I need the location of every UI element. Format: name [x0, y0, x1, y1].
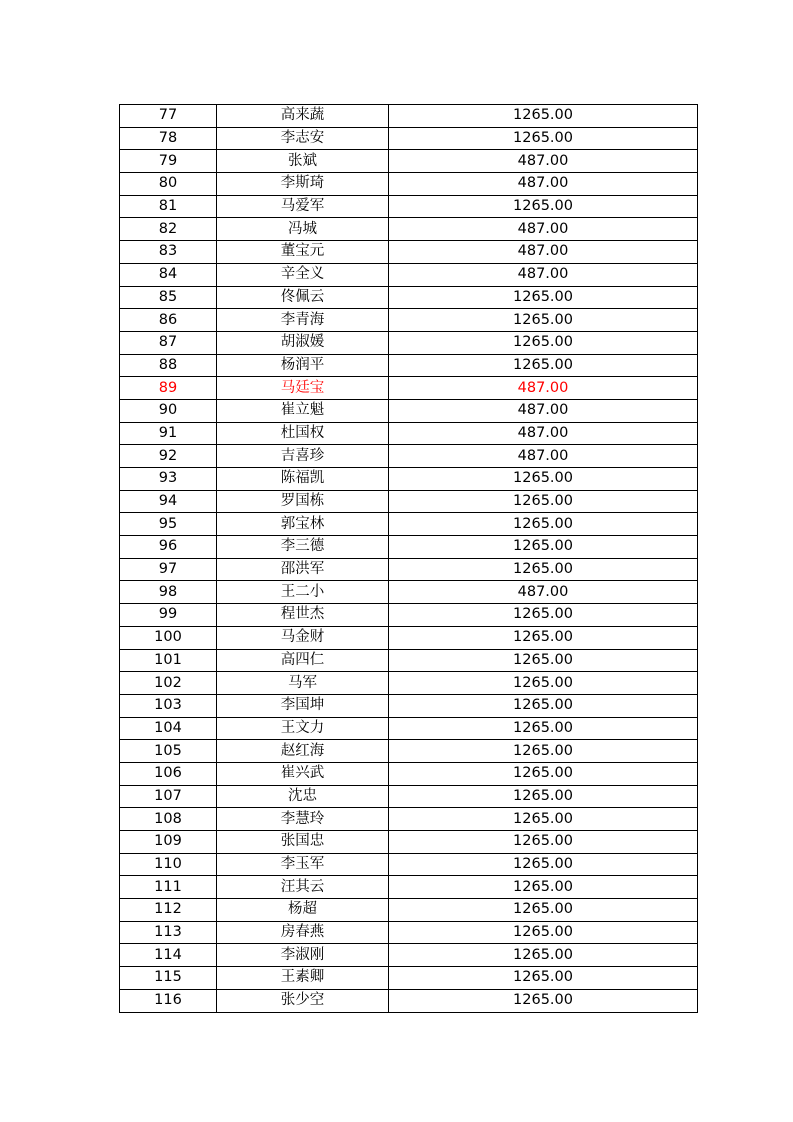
- table-row: [120, 717, 698, 740]
- row-number-cell: 83: [120, 241, 217, 264]
- amount-cell: 487.00: [389, 399, 698, 422]
- amount-cell: 1265.00: [389, 899, 698, 922]
- table-row: [120, 263, 698, 286]
- table-row: [120, 581, 698, 604]
- table-row: [120, 967, 698, 990]
- name-cell: 辛全义: [217, 263, 389, 286]
- row-number-cell: 95: [120, 513, 217, 536]
- name-cell: 赵红海: [217, 740, 389, 763]
- table-row: [120, 740, 698, 763]
- row-number-cell: 106: [120, 762, 217, 785]
- row-number-cell: 116: [120, 989, 217, 1012]
- amount-cell: 1265.00: [389, 354, 698, 377]
- row-number-cell: 86: [120, 309, 217, 332]
- row-number-cell: 84: [120, 263, 217, 286]
- roster-table: [119, 104, 698, 1013]
- row-number-cell: 81: [120, 195, 217, 218]
- name-cell: 王二小: [217, 581, 389, 604]
- amount-cell: 1265.00: [389, 808, 698, 831]
- table-row: [120, 876, 698, 899]
- name-cell: 王文力: [217, 717, 389, 740]
- table-row: [120, 286, 698, 309]
- amount-cell: 487.00: [389, 581, 698, 604]
- amount-cell: 1265.00: [389, 944, 698, 967]
- name-cell: 邵洪军: [217, 558, 389, 581]
- amount-cell: 1265.00: [389, 762, 698, 785]
- amount-cell: 1265.00: [389, 468, 698, 491]
- name-cell: 李青海: [217, 309, 389, 332]
- row-number-cell: 85: [120, 286, 217, 309]
- row-number-cell: 82: [120, 218, 217, 241]
- amount-cell: 487.00: [389, 263, 698, 286]
- row-number-cell: 111: [120, 876, 217, 899]
- amount-cell: 1265.00: [389, 331, 698, 354]
- row-number-cell: 94: [120, 490, 217, 513]
- row-number-cell: 79: [120, 150, 217, 173]
- name-cell: 李淑刚: [217, 944, 389, 967]
- name-cell: 高来蔬: [217, 105, 389, 128]
- amount-cell: 1265.00: [389, 536, 698, 559]
- name-cell: 佟佩云: [217, 286, 389, 309]
- amount-cell: 1265.00: [389, 558, 698, 581]
- name-cell: 李斯琦: [217, 173, 389, 196]
- table-row: [120, 354, 698, 377]
- amount-cell: 1265.00: [389, 876, 698, 899]
- table-row: [120, 831, 698, 854]
- name-cell: 张少空: [217, 989, 389, 1012]
- table-row: [120, 241, 698, 264]
- amount-cell: 1265.00: [389, 921, 698, 944]
- name-cell: 沈忠: [217, 785, 389, 808]
- amount-cell: 487.00: [389, 422, 698, 445]
- table-row: [120, 899, 698, 922]
- name-cell: 郭宝林: [217, 513, 389, 536]
- table-row: [120, 377, 698, 400]
- row-number-cell: 100: [120, 626, 217, 649]
- table-row: [120, 468, 698, 491]
- table-row: [120, 422, 698, 445]
- amount-cell: 1265.00: [389, 105, 698, 128]
- amount-cell: 1265.00: [389, 626, 698, 649]
- row-number-cell: 104: [120, 717, 217, 740]
- name-cell: 汪其云: [217, 876, 389, 899]
- table-row: [120, 649, 698, 672]
- row-number-cell: 110: [120, 853, 217, 876]
- name-cell: 李三德: [217, 536, 389, 559]
- table-row: [120, 331, 698, 354]
- table-row: [120, 105, 698, 128]
- amount-cell: 487.00: [389, 173, 698, 196]
- amount-cell: 1265.00: [389, 967, 698, 990]
- amount-cell: 1265.00: [389, 286, 698, 309]
- name-cell: 陈福凯: [217, 468, 389, 491]
- row-number-cell: 87: [120, 331, 217, 354]
- table-row: [120, 989, 698, 1012]
- name-cell: 马军: [217, 672, 389, 695]
- name-cell: 崔兴武: [217, 762, 389, 785]
- amount-cell: 1265.00: [389, 309, 698, 332]
- row-number-cell: 109: [120, 831, 217, 854]
- row-number-cell: 103: [120, 694, 217, 717]
- amount-cell: 1265.00: [389, 694, 698, 717]
- row-number-cell: 112: [120, 899, 217, 922]
- name-cell: 马爱军: [217, 195, 389, 218]
- amount-cell: 487.00: [389, 445, 698, 468]
- table-row: [120, 218, 698, 241]
- row-number-cell: 115: [120, 967, 217, 990]
- amount-cell: 1265.00: [389, 513, 698, 536]
- table-row: [120, 762, 698, 785]
- amount-cell: 1265.00: [389, 740, 698, 763]
- table-row: [120, 445, 698, 468]
- roster-table-body: [120, 105, 698, 1013]
- row-number-cell: 97: [120, 558, 217, 581]
- name-cell: 程世杰: [217, 604, 389, 627]
- table-row: [120, 150, 698, 173]
- table-row: [120, 808, 698, 831]
- table-row: [120, 672, 698, 695]
- row-number-cell: 105: [120, 740, 217, 763]
- table-row: [120, 173, 698, 196]
- row-number-cell: 90: [120, 399, 217, 422]
- row-number-cell: 89: [120, 377, 217, 400]
- table-row: [120, 513, 698, 536]
- row-number-cell: 113: [120, 921, 217, 944]
- name-cell: 马廷宝: [217, 377, 389, 400]
- amount-cell: 1265.00: [389, 490, 698, 513]
- name-cell: 胡淑媛: [217, 331, 389, 354]
- row-number-cell: 107: [120, 785, 217, 808]
- row-number-cell: 92: [120, 445, 217, 468]
- table-row: [120, 853, 698, 876]
- row-number-cell: 88: [120, 354, 217, 377]
- name-cell: 冯城: [217, 218, 389, 241]
- amount-cell: 487.00: [389, 218, 698, 241]
- row-number-cell: 98: [120, 581, 217, 604]
- name-cell: 高四仁: [217, 649, 389, 672]
- amount-cell: 487.00: [389, 150, 698, 173]
- amount-cell: 1265.00: [389, 785, 698, 808]
- amount-cell: 1265.00: [389, 672, 698, 695]
- name-cell: 杨超: [217, 899, 389, 922]
- row-number-cell: 114: [120, 944, 217, 967]
- row-number-cell: 99: [120, 604, 217, 627]
- amount-cell: 1265.00: [389, 853, 698, 876]
- table-row: [120, 309, 698, 332]
- name-cell: 王素卿: [217, 967, 389, 990]
- table-row: [120, 399, 698, 422]
- row-number-cell: 93: [120, 468, 217, 491]
- amount-cell: 1265.00: [389, 195, 698, 218]
- name-cell: 李国坤: [217, 694, 389, 717]
- row-number-cell: 101: [120, 649, 217, 672]
- row-number-cell: 91: [120, 422, 217, 445]
- name-cell: 李志安: [217, 127, 389, 150]
- name-cell: 李慧玲: [217, 808, 389, 831]
- table-row: [120, 127, 698, 150]
- table-row: [120, 626, 698, 649]
- table-row: [120, 558, 698, 581]
- row-number-cell: 96: [120, 536, 217, 559]
- table-row: [120, 944, 698, 967]
- name-cell: 房春燕: [217, 921, 389, 944]
- table-row: [120, 604, 698, 627]
- name-cell: 董宝元: [217, 241, 389, 264]
- table-row: [120, 694, 698, 717]
- table-row: [120, 536, 698, 559]
- name-cell: 张斌: [217, 150, 389, 173]
- table-row: [120, 490, 698, 513]
- name-cell: 杜国权: [217, 422, 389, 445]
- name-cell: 李玉军: [217, 853, 389, 876]
- name-cell: 杨润平: [217, 354, 389, 377]
- amount-cell: 1265.00: [389, 604, 698, 627]
- amount-cell: 1265.00: [389, 127, 698, 150]
- row-number-cell: 108: [120, 808, 217, 831]
- name-cell: 崔立魁: [217, 399, 389, 422]
- name-cell: 罗国栋: [217, 490, 389, 513]
- table-row: [120, 921, 698, 944]
- amount-cell: 1265.00: [389, 831, 698, 854]
- row-number-cell: 78: [120, 127, 217, 150]
- table-row: [120, 195, 698, 218]
- row-number-cell: 102: [120, 672, 217, 695]
- amount-cell: 487.00: [389, 377, 698, 400]
- name-cell: 马金财: [217, 626, 389, 649]
- row-number-cell: 80: [120, 173, 217, 196]
- name-cell: 吉喜珍: [217, 445, 389, 468]
- amount-cell: 487.00: [389, 241, 698, 264]
- amount-cell: 1265.00: [389, 649, 698, 672]
- amount-cell: 1265.00: [389, 989, 698, 1012]
- name-cell: 张国忠: [217, 831, 389, 854]
- table-row: [120, 785, 698, 808]
- row-number-cell: 77: [120, 105, 217, 128]
- amount-cell: 1265.00: [389, 717, 698, 740]
